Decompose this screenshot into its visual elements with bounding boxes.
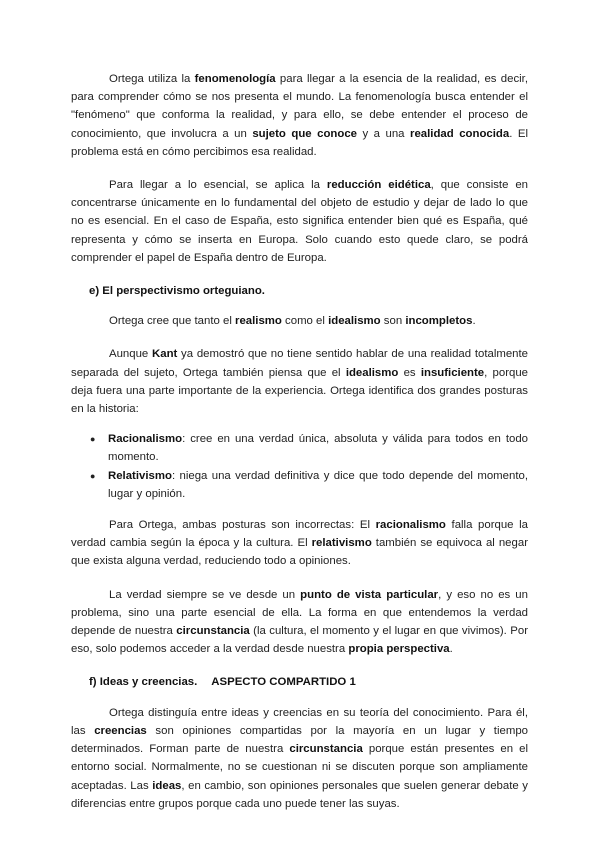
postures-list <box>71 430 528 503</box>
section-heading-f-title: f) Ideas y creencias. <box>89 676 198 689</box>
section-heading-f <box>89 673 528 691</box>
paragraph-ideas-creencias: Ortega distinguía entre ideas y creencias en su teoría del conocimiento. Para él, las creencias son opiniones compartidas por la mayoría en un lugar y tiempo determinados. Forman parte de nuestra circunstancia porque están presentes en el entorno social. Normalmente, no se cuestionan ni se discuten porque son ampliamente aceptadas. Las ideas, en cambio, son opiniones personales que suelen generar debate y diferencias entre grupos porque cada uno puede tener las suyas. <box>71 706 529 810</box>
paragraph-ambas-posturas: Para Ortega, ambas posturas son incorrectas: El racionalismo falla porque la verdad cambia según la época y la cultura. El relativismo también se equivoca al negar que exista alguna verdad, reduciendo todo a opiniones. <box>71 519 528 568</box>
paragraph-realismo-idealismo: Ortega cree que tanto el realismo como el idealismo son incompletos. <box>109 315 476 328</box>
document-page <box>71 70 528 813</box>
section-heading-f-tag: ASPECTO COMPARTIDO 1 <box>211 676 356 689</box>
section-heading-e: e) El perspectivismo orteguiano. <box>89 285 265 298</box>
paragraph-kant: Aunque Kant ya demostró que no tiene sentido hablar de una realidad totalmente separada del sujeto, Ortega también piensa que el idealismo es insuficiente, porque deja fuera una parte importante de la experiencia. Ortega identifica dos grandes posturas en la historia: <box>71 348 529 416</box>
paragraph-punto-de-vista: La verdad siempre se ve desde un punto de vista particular, y eso no es un problema, sino una parte esencial de ella. La forma en que entendemos la verdad depende de nuestra circunstancia (la cultura, el momento y el lugar en que vivimos). Por eso, solo podemos acceder a la verdad desde nuestra propia perspectiva. <box>71 588 528 656</box>
list-item: ● Racionalismo: cree en una verdad única, absoluta y válida para todos en todo momento. <box>71 430 528 466</box>
paragraph-reduccion-eidetica: Para llegar a lo esencial, se aplica la reducción eidética, que consiste en concentrarse únicamente en lo fundamental del objeto de estudio y dejar de lado lo que no es esencial. En el caso de España, esto significa entender bien qué es España, qué representa y cómo se inserta en Europa. Solo cuando esto quede claro, se podrá comprender el papel de España dentro de Europa. <box>71 179 528 264</box>
paragraph-fenomenologia: Ortega utiliza la fenomenología para llegar a la esencia de la realidad, es decir, para comprender cómo se nos presenta el mundo. La fenomenología busca entender el "fenómeno" que conforma la realidad, y para ello, se debe entender el proceso de conocimiento, que involucra a un sujeto que conoce y a una realidad conocida. El problema está en cómo percibimos esa realidad. <box>71 73 528 158</box>
list-item: ● Relativismo: niega una verdad definitiva y dice que todo depende del momento, lugar y opinión. <box>71 467 528 503</box>
